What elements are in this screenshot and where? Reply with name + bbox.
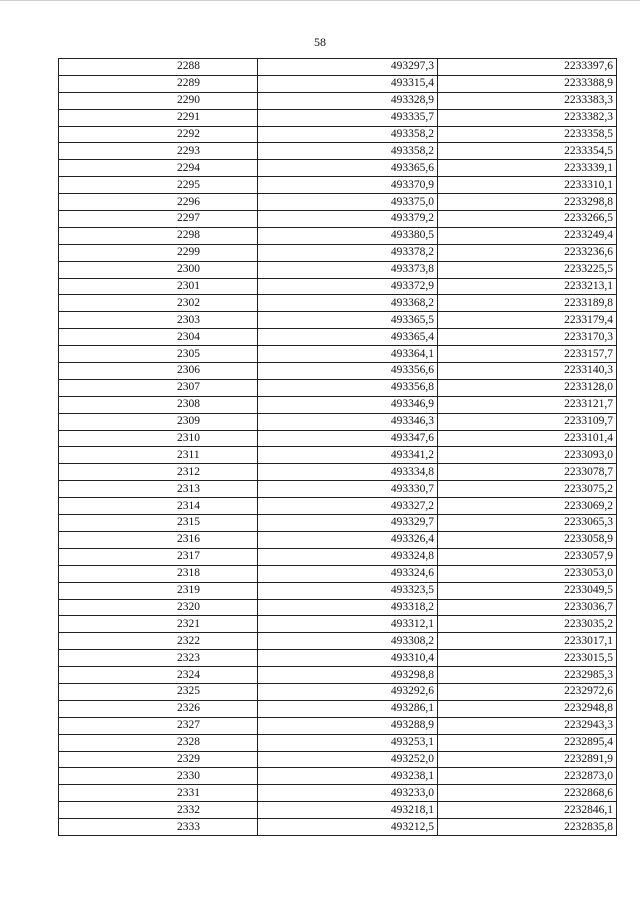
table-row <box>59 143 617 160</box>
x-coordinate-cell: 493378,2 <box>258 244 438 261</box>
y-coordinate-cell: 2233017,1 <box>438 633 617 650</box>
point-number-cell: 2330 <box>59 768 258 785</box>
table-row <box>59 329 617 346</box>
table-row <box>59 481 617 498</box>
point-number-cell: 2307 <box>59 379 258 396</box>
table-row <box>59 819 617 836</box>
x-coordinate-cell: 493380,5 <box>258 227 438 244</box>
x-coordinate-cell: 493375,0 <box>258 194 438 211</box>
x-coordinate-cell: 493347,6 <box>258 430 438 447</box>
point-number-cell: 2324 <box>59 667 258 684</box>
point-number-cell: 2291 <box>59 109 258 126</box>
y-coordinate-cell: 2233109,7 <box>438 413 617 430</box>
x-coordinate-cell: 493212,5 <box>258 819 438 836</box>
x-coordinate-cell: 493328,9 <box>258 92 438 109</box>
point-number-cell: 2309 <box>59 413 258 430</box>
point-number-cell: 2312 <box>59 464 258 481</box>
y-coordinate-cell: 2233170,3 <box>438 329 617 346</box>
y-coordinate-cell: 2233397,6 <box>438 59 617 76</box>
point-number-cell: 2288 <box>59 59 258 76</box>
point-number-cell: 2325 <box>59 683 258 700</box>
table-row <box>59 346 617 363</box>
coordinates-table-body <box>59 59 617 836</box>
point-number-cell: 2332 <box>59 802 258 819</box>
table-row <box>59 683 617 700</box>
scan-edge-line <box>0 0 640 1</box>
x-coordinate-cell: 493218,1 <box>258 802 438 819</box>
point-number-cell: 2297 <box>59 211 258 228</box>
x-coordinate-cell: 493329,7 <box>258 515 438 532</box>
table-row <box>59 75 617 92</box>
point-number-cell: 2290 <box>59 92 258 109</box>
table-row <box>59 667 617 684</box>
point-number-cell: 2315 <box>59 515 258 532</box>
y-coordinate-cell: 2232972,6 <box>438 683 617 700</box>
x-coordinate-cell: 493379,2 <box>258 211 438 228</box>
point-number-cell: 2323 <box>59 650 258 667</box>
y-coordinate-cell: 2233065,3 <box>438 515 617 532</box>
y-coordinate-cell: 2233358,5 <box>438 126 617 143</box>
x-coordinate-cell: 493324,6 <box>258 565 438 582</box>
point-number-cell: 2293 <box>59 143 258 160</box>
table-row <box>59 768 617 785</box>
y-coordinate-cell: 2233249,4 <box>438 227 617 244</box>
y-coordinate-cell: 2233225,5 <box>438 261 617 278</box>
x-coordinate-cell: 493308,2 <box>258 633 438 650</box>
x-coordinate-cell: 493288,9 <box>258 717 438 734</box>
y-coordinate-cell: 2232868,6 <box>438 785 617 802</box>
point-number-cell: 2296 <box>59 194 258 211</box>
point-number-cell: 2329 <box>59 751 258 768</box>
x-coordinate-cell: 493330,7 <box>258 481 438 498</box>
point-number-cell: 2317 <box>59 548 258 565</box>
table-row <box>59 295 617 312</box>
table-row <box>59 633 617 650</box>
x-coordinate-cell: 493323,5 <box>258 582 438 599</box>
point-number-cell: 2301 <box>59 278 258 295</box>
table-row <box>59 464 617 481</box>
x-coordinate-cell: 493341,2 <box>258 447 438 464</box>
y-coordinate-cell: 2233354,5 <box>438 143 617 160</box>
point-number-cell: 2310 <box>59 430 258 447</box>
y-coordinate-cell: 2233236,6 <box>438 244 617 261</box>
x-coordinate-cell: 493346,3 <box>258 413 438 430</box>
point-number-cell: 2319 <box>59 582 258 599</box>
x-coordinate-cell: 493356,8 <box>258 379 438 396</box>
y-coordinate-cell: 2233128,0 <box>438 379 617 396</box>
y-coordinate-cell: 2232895,4 <box>438 734 617 751</box>
y-coordinate-cell: 2233298,8 <box>438 194 617 211</box>
point-number-cell: 2292 <box>59 126 258 143</box>
x-coordinate-cell: 493324,8 <box>258 548 438 565</box>
table-row <box>59 92 617 109</box>
x-coordinate-cell: 493253,1 <box>258 734 438 751</box>
table-row <box>59 430 617 447</box>
x-coordinate-cell: 493365,4 <box>258 329 438 346</box>
table-row <box>59 548 617 565</box>
table-row <box>59 194 617 211</box>
table-row <box>59 126 617 143</box>
table-row <box>59 785 617 802</box>
y-coordinate-cell: 2233036,7 <box>438 599 617 616</box>
y-coordinate-cell: 2232948,8 <box>438 700 617 717</box>
point-number-cell: 2294 <box>59 160 258 177</box>
table-row <box>59 160 617 177</box>
x-coordinate-cell: 493298,8 <box>258 667 438 684</box>
x-coordinate-cell: 493315,4 <box>258 75 438 92</box>
x-coordinate-cell: 493370,9 <box>258 177 438 194</box>
y-coordinate-cell: 2233015,5 <box>438 650 617 667</box>
point-number-cell: 2302 <box>59 295 258 312</box>
point-number-cell: 2308 <box>59 396 258 413</box>
y-coordinate-cell: 2232873,0 <box>438 768 617 785</box>
y-coordinate-cell: 2233157,7 <box>438 346 617 363</box>
x-coordinate-cell: 493327,2 <box>258 498 438 515</box>
point-number-cell: 2304 <box>59 329 258 346</box>
y-coordinate-cell: 2233388,9 <box>438 75 617 92</box>
point-number-cell: 2306 <box>59 363 258 380</box>
x-coordinate-cell: 493326,4 <box>258 531 438 548</box>
x-coordinate-cell: 493233,0 <box>258 785 438 802</box>
x-coordinate-cell: 493297,3 <box>258 59 438 76</box>
table-row <box>59 616 617 633</box>
table-row <box>59 447 617 464</box>
x-coordinate-cell: 493310,4 <box>258 650 438 667</box>
y-coordinate-cell: 2233058,9 <box>438 531 617 548</box>
table-row <box>59 177 617 194</box>
x-coordinate-cell: 493373,8 <box>258 261 438 278</box>
x-coordinate-cell: 493318,2 <box>258 599 438 616</box>
table-row <box>59 734 617 751</box>
table-row <box>59 650 617 667</box>
point-number-cell: 2316 <box>59 531 258 548</box>
y-coordinate-cell: 2233057,9 <box>438 548 617 565</box>
table-row <box>59 565 617 582</box>
x-coordinate-cell: 493346,9 <box>258 396 438 413</box>
x-coordinate-cell: 493365,5 <box>258 312 438 329</box>
point-number-cell: 2318 <box>59 565 258 582</box>
x-coordinate-cell: 493364,1 <box>258 346 438 363</box>
table-row <box>59 531 617 548</box>
y-coordinate-cell: 2233382,3 <box>438 109 617 126</box>
coordinates-table <box>58 58 617 836</box>
x-coordinate-cell: 493252,0 <box>258 751 438 768</box>
table-row <box>59 498 617 515</box>
x-coordinate-cell: 493365,6 <box>258 160 438 177</box>
y-coordinate-cell: 2233035,2 <box>438 616 617 633</box>
page-number: 58 <box>314 35 326 49</box>
y-coordinate-cell: 2233140,3 <box>438 363 617 380</box>
point-number-cell: 2303 <box>59 312 258 329</box>
y-coordinate-cell: 2233075,2 <box>438 481 617 498</box>
y-coordinate-cell: 2233049,5 <box>438 582 617 599</box>
y-coordinate-cell: 2232846,1 <box>438 802 617 819</box>
point-number-cell: 2322 <box>59 633 258 650</box>
y-coordinate-cell: 2232835,8 <box>438 819 617 836</box>
y-coordinate-cell: 2233383,3 <box>438 92 617 109</box>
y-coordinate-cell: 2233093,0 <box>438 447 617 464</box>
table-row <box>59 278 617 295</box>
x-coordinate-cell: 493335,7 <box>258 109 438 126</box>
point-number-cell: 2333 <box>59 819 258 836</box>
y-coordinate-cell: 2233189,8 <box>438 295 617 312</box>
table-row <box>59 59 617 76</box>
table-row <box>59 109 617 126</box>
table-row <box>59 599 617 616</box>
y-coordinate-cell: 2233121,7 <box>438 396 617 413</box>
y-coordinate-cell: 2233101,4 <box>438 430 617 447</box>
point-number-cell: 2295 <box>59 177 258 194</box>
table-row <box>59 515 617 532</box>
point-number-cell: 2313 <box>59 481 258 498</box>
point-number-cell: 2289 <box>59 75 258 92</box>
y-coordinate-cell: 2232943,3 <box>438 717 617 734</box>
table-row <box>59 700 617 717</box>
y-coordinate-cell: 2233053,0 <box>438 565 617 582</box>
x-coordinate-cell: 493312,1 <box>258 616 438 633</box>
table-row <box>59 261 617 278</box>
y-coordinate-cell: 2233179,4 <box>438 312 617 329</box>
table-row <box>59 802 617 819</box>
point-number-cell: 2321 <box>59 616 258 633</box>
x-coordinate-cell: 493356,6 <box>258 363 438 380</box>
y-coordinate-cell: 2233069,2 <box>438 498 617 515</box>
y-coordinate-cell: 2232985,3 <box>438 667 617 684</box>
table-row <box>59 363 617 380</box>
point-number-cell: 2299 <box>59 244 258 261</box>
point-number-cell: 2327 <box>59 717 258 734</box>
x-coordinate-cell: 493358,2 <box>258 143 438 160</box>
x-coordinate-cell: 493368,2 <box>258 295 438 312</box>
y-coordinate-cell: 2233339,1 <box>438 160 617 177</box>
y-coordinate-cell: 2233213,1 <box>438 278 617 295</box>
table-row <box>59 751 617 768</box>
table-row <box>59 244 617 261</box>
point-number-cell: 2331 <box>59 785 258 802</box>
table-row <box>59 717 617 734</box>
table-row <box>59 413 617 430</box>
table-row <box>59 211 617 228</box>
table-row <box>59 396 617 413</box>
x-coordinate-cell: 493292,6 <box>258 683 438 700</box>
x-coordinate-cell: 493334,8 <box>258 464 438 481</box>
x-coordinate-cell: 493238,1 <box>258 768 438 785</box>
point-number-cell: 2326 <box>59 700 258 717</box>
table-row <box>59 312 617 329</box>
point-number-cell: 2298 <box>59 227 258 244</box>
y-coordinate-cell: 2233078,7 <box>438 464 617 481</box>
point-number-cell: 2300 <box>59 261 258 278</box>
x-coordinate-cell: 493358,2 <box>258 126 438 143</box>
point-number-cell: 2320 <box>59 599 258 616</box>
point-number-cell: 2311 <box>59 447 258 464</box>
x-coordinate-cell: 493286,1 <box>258 700 438 717</box>
y-coordinate-cell: 2233266,5 <box>438 211 617 228</box>
point-number-cell: 2314 <box>59 498 258 515</box>
table-row <box>59 582 617 599</box>
table-row <box>59 379 617 396</box>
y-coordinate-cell: 2233310,1 <box>438 177 617 194</box>
point-number-cell: 2328 <box>59 734 258 751</box>
table-row <box>59 227 617 244</box>
x-coordinate-cell: 493372,9 <box>258 278 438 295</box>
y-coordinate-cell: 2232891,9 <box>438 751 617 768</box>
point-number-cell: 2305 <box>59 346 258 363</box>
